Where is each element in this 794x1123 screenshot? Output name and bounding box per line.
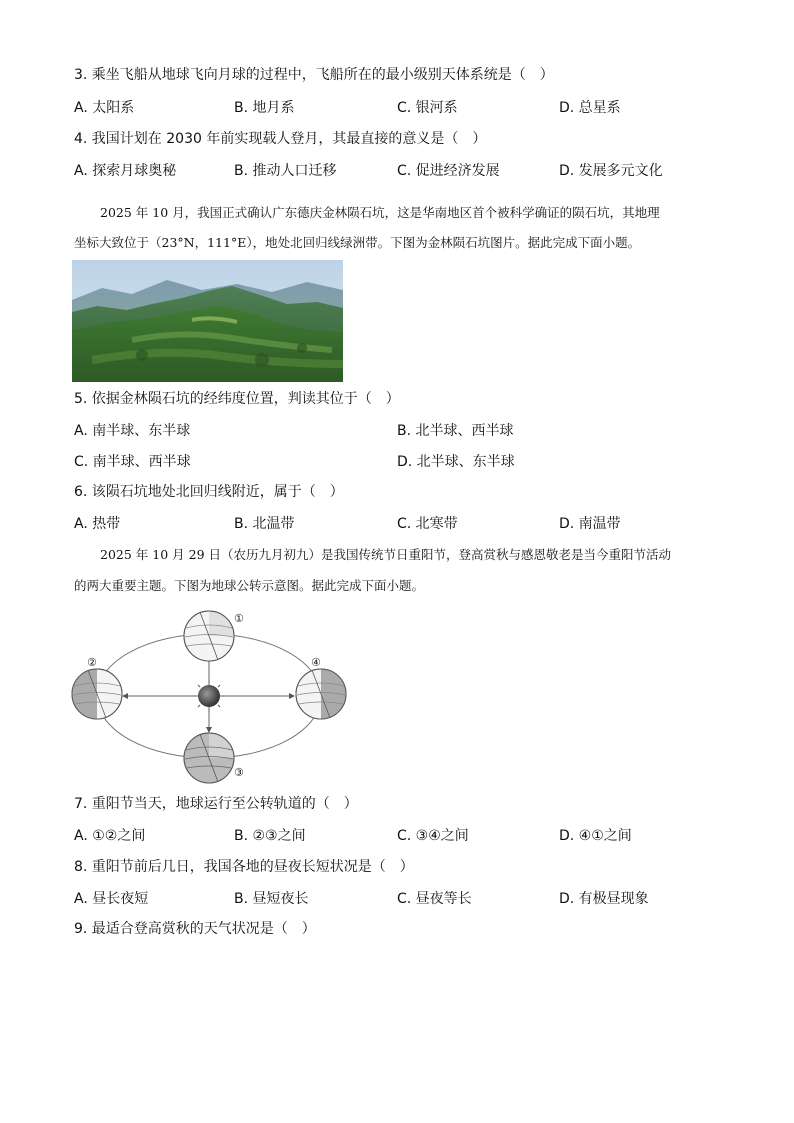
- earth-position-3-icon: [184, 733, 234, 783]
- q6-option-c: C. 北寒带: [397, 516, 458, 532]
- q4-option-d: D. 发展多元文化: [559, 163, 663, 179]
- diagram-label-1: ①: [234, 612, 244, 625]
- question-6-stem: 6. 该陨石坑地处北回归线附近，属于（ ）: [74, 484, 344, 500]
- q5-option-c: C. 南半球、西半球: [74, 454, 191, 470]
- earth-position-2-icon: [72, 669, 122, 719]
- q4-option-a: A. 探索月球奥秘: [74, 163, 177, 179]
- question-3-stem: 3. 乘坐飞船从地球飞向月球的过程中，飞船所在的最小级别天体系统是（ ）: [74, 67, 554, 83]
- earth-revolution-diagram: [68, 604, 353, 788]
- q8-option-b: B. 昼短夜长: [234, 891, 309, 907]
- q5-option-d: D. 北半球、东半球: [397, 454, 515, 470]
- q6-option-b: B. 北温带: [234, 516, 295, 532]
- q7-option-b: B. ②③之间: [234, 828, 306, 844]
- passage-2-line-2: 的两大重要主题。下图为地球公转示意图。据此完成下面小题。: [74, 578, 425, 593]
- q8-option-a: A. 昼长夜短: [74, 891, 149, 907]
- question-4-stem: 4. 我国计划在 2030 年前实现载人登月，其最直接的意义是（ ）: [74, 131, 487, 147]
- q7-option-d: D. ④①之间: [559, 828, 632, 844]
- q3-option-c: C. 银河系: [397, 100, 458, 116]
- diagram-label-4: ④: [311, 656, 321, 669]
- q8-option-c: C. 昼夜等长: [397, 891, 472, 907]
- passage-1-line-1: 2025 年 10 月，我国正式确认广东德庆金林陨石坑，这是华南地区首个被科学确证的陨石坑，其地理: [100, 205, 660, 220]
- diagram-label-2: ②: [87, 656, 97, 669]
- q8-option-d: D. 有极昼现象: [559, 891, 649, 907]
- q3-option-b: B. 地月系: [234, 100, 295, 116]
- question-9-stem: 9. 最适合登高赏秋的天气状况是（ ）: [74, 921, 316, 937]
- question-7-stem: 7. 重阳节当天，地球运行至公转轨道的（ ）: [74, 796, 358, 812]
- q6-option-d: D. 南温带: [559, 516, 621, 532]
- earth-position-4-icon: [296, 669, 346, 719]
- q3-option-d: D. 总星系: [559, 100, 621, 116]
- q7-option-a: A. ①②之间: [74, 828, 146, 844]
- q4-option-c: C. 促进经济发展: [397, 163, 500, 179]
- earth-position-1-icon: [184, 611, 234, 661]
- passage-1-line-2: 坐标大致位于（23°N，111°E），地处北回归线绿洲带。下图为金林陨石坑图片。据此完成下面小题。: [74, 235, 641, 250]
- q4-option-b: B. 推动人口迁移: [234, 163, 337, 179]
- diagram-label-3: ③: [234, 766, 244, 779]
- q7-option-c: C. ③④之间: [397, 828, 469, 844]
- crater-landscape-photo: [72, 260, 343, 382]
- q3-option-a: A. 太阳系: [74, 100, 135, 116]
- passage-2-line-1: 2025 年 10 月 29 日（农历九月初九）是我国传统节日重阳节，登高赏秋与感恩敬老是当今重阳节活动: [100, 547, 671, 562]
- q6-option-a: A. 热带: [74, 516, 121, 532]
- question-5-stem: 5. 依据金林陨石坑的经纬度位置，判读其位于（ ）: [74, 391, 400, 407]
- q5-option-a: A. 南半球、东半球: [74, 423, 191, 439]
- question-8-stem: 8. 重阳节前后几日，我国各地的昼夜长短状况是（ ）: [74, 859, 414, 875]
- q5-option-b: B. 北半球、西半球: [397, 423, 514, 439]
